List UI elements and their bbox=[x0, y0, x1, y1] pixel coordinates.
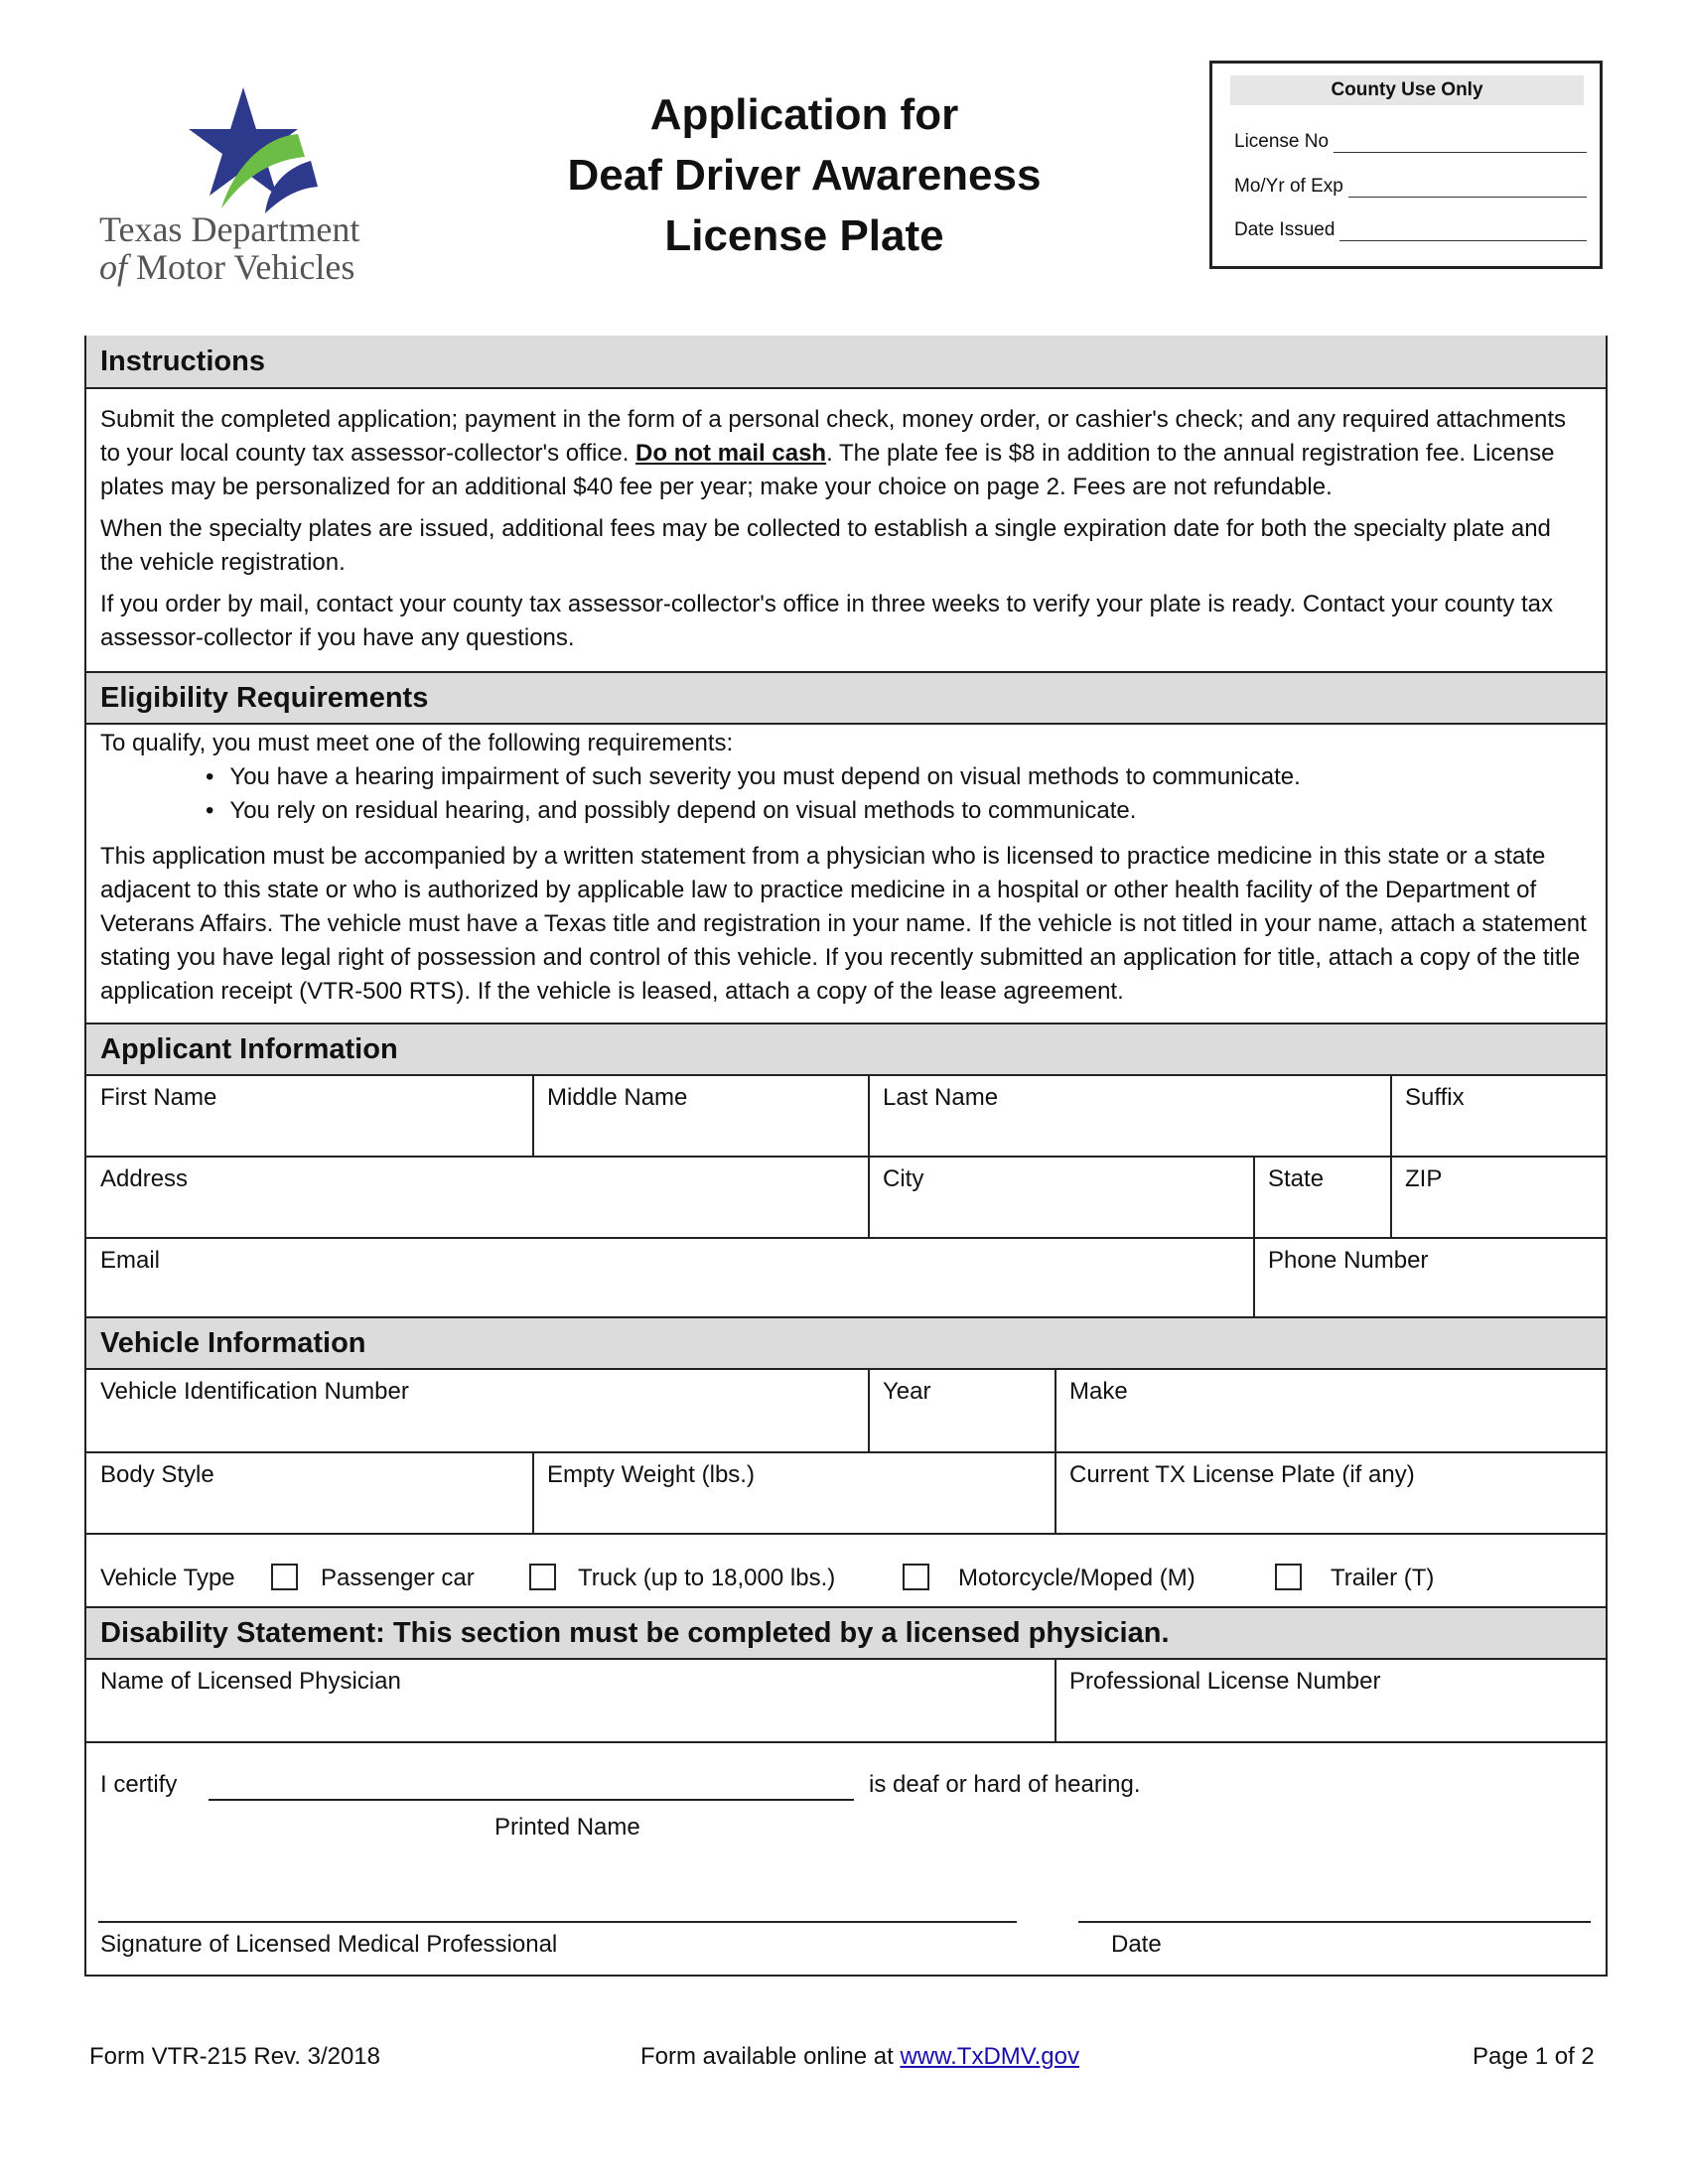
divider bbox=[86, 1451, 1606, 1453]
current-plate-field[interactable]: Current TX License Plate (if any) bbox=[1069, 1461, 1415, 1488]
address-field[interactable]: Address bbox=[100, 1165, 189, 1192]
date-label: Date bbox=[1111, 1931, 1162, 1958]
city-field[interactable]: City bbox=[883, 1165, 924, 1192]
instructions-p3: If you order by mail, contact your county tax assessor-collector's office in three weeks to verify your plate is ready. Contact your county tax assessor-collector if you have any questions. bbox=[100, 591, 1554, 651]
last-name-field[interactable]: Last Name bbox=[883, 1084, 999, 1111]
logo-of: of bbox=[99, 247, 128, 287]
divider bbox=[86, 1237, 1606, 1239]
divider bbox=[1055, 1368, 1056, 1533]
empty-weight-field[interactable]: Empty Weight (lbs.) bbox=[547, 1461, 755, 1488]
divider bbox=[86, 1741, 1606, 1743]
date-issued-label: Date Issued bbox=[1234, 219, 1336, 240]
eligibility-heading: Eligibility Requirements bbox=[86, 671, 1606, 725]
printed-name-label: Printed Name bbox=[494, 1814, 640, 1841]
logo-text bbox=[99, 210, 359, 286]
logo-line1: Texas Department bbox=[99, 209, 360, 249]
license-no-row bbox=[1234, 131, 1587, 153]
divider bbox=[868, 1368, 870, 1451]
license-number-field[interactable]: Professional License Number bbox=[1069, 1668, 1381, 1695]
list-item: • You have a hearing impairment of such severity you must depend on visual methods to communicate. bbox=[206, 760, 1301, 794]
eligibility-intro: To qualify, you must meet one of the following requirements: bbox=[100, 730, 734, 756]
trailer-label: Trailer (T) bbox=[1331, 1565, 1435, 1591]
title-line1: Application for bbox=[649, 90, 959, 139]
divider bbox=[532, 1451, 534, 1533]
page-number: Page 1 of 2 bbox=[1473, 2043, 1595, 2070]
license-no-line[interactable] bbox=[1334, 132, 1587, 153]
make-field[interactable]: Make bbox=[1069, 1378, 1128, 1405]
do-not-mail-cash: Do not mail cash bbox=[635, 440, 827, 467]
signature-label: Signature of Licensed Medical Professional bbox=[100, 1931, 558, 1958]
passenger-car-label: Passenger car bbox=[321, 1565, 475, 1591]
certify-tail: is deaf or hard of hearing. bbox=[869, 1771, 1141, 1798]
printed-name-line[interactable] bbox=[209, 1799, 854, 1801]
zip-field[interactable]: ZIP bbox=[1405, 1165, 1443, 1192]
eligibility-bullets bbox=[206, 760, 1301, 828]
txdmv-link[interactable]: www.TxDMV.gov bbox=[900, 2043, 1079, 2070]
certify-label: I certify bbox=[100, 1771, 178, 1798]
motorcycle-label: Motorcycle/Moped (M) bbox=[958, 1565, 1196, 1591]
divider bbox=[1390, 1156, 1392, 1237]
truck-label: Truck (up to 18,000 lbs.) bbox=[578, 1565, 836, 1591]
eligibility-statement: This application must be accompanied by a written statement from a physician who is licensed to practice medicine in this state or a state adjacent to this state or who is authorized by applicable law to practice medicine in a hospital or other health facility of the Department of Veterans Affairs. The vehicle must have a Texas title and registration in your name. If the vehicle is not titled in your name, attach a statement stating you have legal right of possession and control of this vehicle. If you recently submitted an application for title, attach a copy of the title application receipt (VTR-500 RTS). If the vehicle is leased, attach a copy of the lease agreement. bbox=[100, 843, 1587, 1005]
state-field[interactable]: State bbox=[1268, 1165, 1325, 1192]
instructions-p2: When the specialty plates are issued, additional fees may be collected to establish a single expiration date for both the specialty plate and the vehicle registration. bbox=[100, 515, 1551, 576]
body-style-field[interactable]: Body Style bbox=[100, 1461, 214, 1488]
first-name-field[interactable]: First Name bbox=[100, 1084, 217, 1111]
vehicle-type-label: Vehicle Type bbox=[100, 1565, 235, 1591]
year-field[interactable]: Year bbox=[883, 1378, 931, 1405]
signature-line[interactable] bbox=[98, 1921, 1017, 1923]
passenger-car-checkbox[interactable] bbox=[271, 1564, 298, 1590]
middle-name-field[interactable]: Middle Name bbox=[547, 1084, 688, 1111]
county-use-box bbox=[1209, 61, 1603, 269]
form-frame bbox=[84, 336, 1608, 1977]
exp-line[interactable] bbox=[1348, 177, 1587, 198]
page-title bbox=[516, 84, 1092, 266]
phone-field[interactable]: Phone Number bbox=[1268, 1247, 1429, 1274]
exp-label: Mo/Yr of Exp bbox=[1234, 176, 1343, 197]
physician-name-field[interactable]: Name of Licensed Physician bbox=[100, 1668, 401, 1695]
title-line3: License Plate bbox=[664, 211, 944, 260]
divider bbox=[1390, 1074, 1392, 1156]
email-field[interactable]: Email bbox=[100, 1247, 161, 1274]
county-use-heading: County Use Only bbox=[1230, 75, 1584, 105]
instructions-heading: Instructions bbox=[86, 336, 1606, 389]
divider bbox=[532, 1074, 534, 1156]
disability-heading: Disability Statement: This section must be completed by a licensed physician. bbox=[86, 1606, 1606, 1660]
applicant-heading: Applicant Information bbox=[86, 1023, 1606, 1076]
trailer-checkbox[interactable] bbox=[1275, 1564, 1302, 1590]
exp-row bbox=[1234, 176, 1587, 198]
date-line[interactable] bbox=[1078, 1921, 1591, 1923]
date-issued-line[interactable] bbox=[1339, 220, 1587, 241]
license-no-label: License No bbox=[1234, 131, 1330, 152]
date-issued-row bbox=[1234, 219, 1587, 241]
form-id: Form VTR-215 Rev. 3/2018 bbox=[89, 2043, 381, 2070]
title-line2: Deaf Driver Awareness bbox=[567, 151, 1042, 200]
instructions-p1: Submit the completed application; payment in the form of a personal check, money order, or cashier's check; and any required attachments to your local county tax assessor-collector's office. Do not mail cash. The plate fee is $8 in addition to the annual registration fee. License plates may be personalized for an additional $40 fee per year; make your choice on page 2. Fees are not refundable. bbox=[100, 406, 1567, 500]
divider bbox=[86, 1533, 1606, 1535]
motorcycle-checkbox[interactable] bbox=[903, 1564, 929, 1590]
divider bbox=[86, 1156, 1606, 1158]
logo-line2: Motor Vehicles bbox=[136, 247, 355, 287]
suffix-field[interactable]: Suffix bbox=[1405, 1084, 1465, 1111]
vin-field[interactable]: Vehicle Identification Number bbox=[100, 1378, 409, 1405]
truck-checkbox[interactable] bbox=[529, 1564, 556, 1590]
list-item: • You rely on residual hearing, and possibly depend on visual methods to communicate. bbox=[206, 794, 1301, 828]
divider bbox=[1055, 1658, 1056, 1741]
online-note: Form available online at www.TxDMV.gov bbox=[640, 2043, 1079, 2070]
vehicle-heading: Vehicle Information bbox=[86, 1316, 1606, 1370]
